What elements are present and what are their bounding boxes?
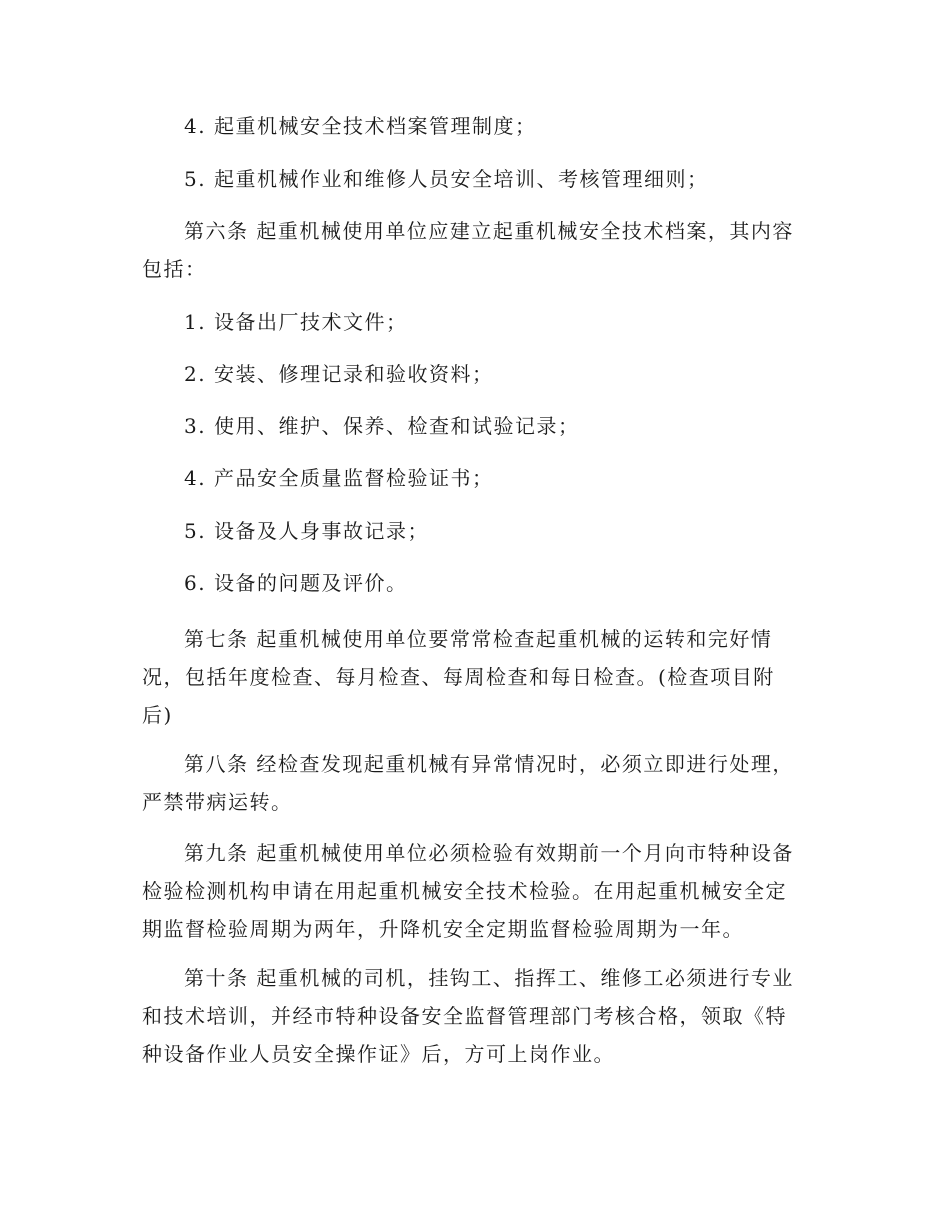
paragraph-line: 5. 起重机械作业和维修人员安全培训、考核管理细则； bbox=[184, 167, 709, 191]
list-item-evaluation bbox=[142, 564, 810, 602]
list-item-archive-system bbox=[142, 107, 810, 145]
article-9 bbox=[142, 834, 810, 948]
paragraph-line: 6. 设备的问题及评价。 bbox=[184, 571, 408, 595]
paragraph-line: 包括： bbox=[142, 257, 207, 281]
list-item-quality-certificate bbox=[142, 459, 810, 497]
paragraph-line: 严禁带病运转。 bbox=[142, 790, 293, 814]
paragraph-line: 4. 起重机械安全技术档案管理制度； bbox=[184, 114, 537, 138]
paragraph-line: 第十条 起重机械的司机，挂钩工、指挥工、维修工必须进行专业 bbox=[184, 966, 794, 990]
paragraph-line: 4. 产品安全质量监督检验证书； bbox=[184, 466, 494, 490]
paragraph-line: 5. 设备及人身事故记录； bbox=[184, 519, 429, 543]
paragraph-line: 第九条 起重机械使用单位必须检验有效期前一个月向市特种设备 bbox=[184, 841, 794, 865]
list-item-usage-records bbox=[142, 407, 810, 445]
paragraph-line: 第六条 起重机械使用单位应建立起重机械安全技术档案，其内容 bbox=[184, 219, 794, 243]
paragraph-line: 检验检测机构申请在用起重机械安全技术检验。在用起重机械安全定 bbox=[142, 879, 787, 903]
paragraph-line: 第八条 经检查发现起重机械有异常情况时，必须立即进行处理， bbox=[184, 752, 794, 776]
article-6 bbox=[142, 212, 810, 288]
paragraph-line: 2. 安装、修理记录和验收资料； bbox=[184, 362, 494, 386]
list-item-training-rules bbox=[142, 160, 810, 198]
paragraph-line: 3. 使用、维护、保养、检查和试验记录； bbox=[184, 414, 580, 438]
paragraph-line: 期监督检验周期为两年，升降机安全定期监督检验周期为一年。 bbox=[142, 917, 744, 941]
paragraph-line: 况，包括年度检查、每月检查、每周检查和每日检查。(检查项目附 bbox=[142, 665, 775, 689]
list-item-install-records bbox=[142, 355, 810, 393]
paragraph-line: 1. 设备出厂技术文件； bbox=[184, 310, 408, 334]
paragraph-line: 和技术培训，并经市特种设备安全监督管理部门考核合格，领取《特 bbox=[142, 1004, 787, 1028]
paragraph-line: 第七条 起重机械使用单位要常常检查起重机械的运转和完好情 bbox=[184, 627, 773, 651]
paragraph-line: 后) bbox=[142, 703, 173, 727]
list-item-factory-docs bbox=[142, 303, 810, 341]
article-8 bbox=[142, 745, 810, 821]
article-10 bbox=[142, 959, 810, 1073]
paragraph-line: 种设备作业人员安全操作证》后，方可上岗作业。 bbox=[142, 1042, 615, 1066]
list-item-accident-records bbox=[142, 512, 810, 550]
article-7 bbox=[142, 620, 810, 734]
